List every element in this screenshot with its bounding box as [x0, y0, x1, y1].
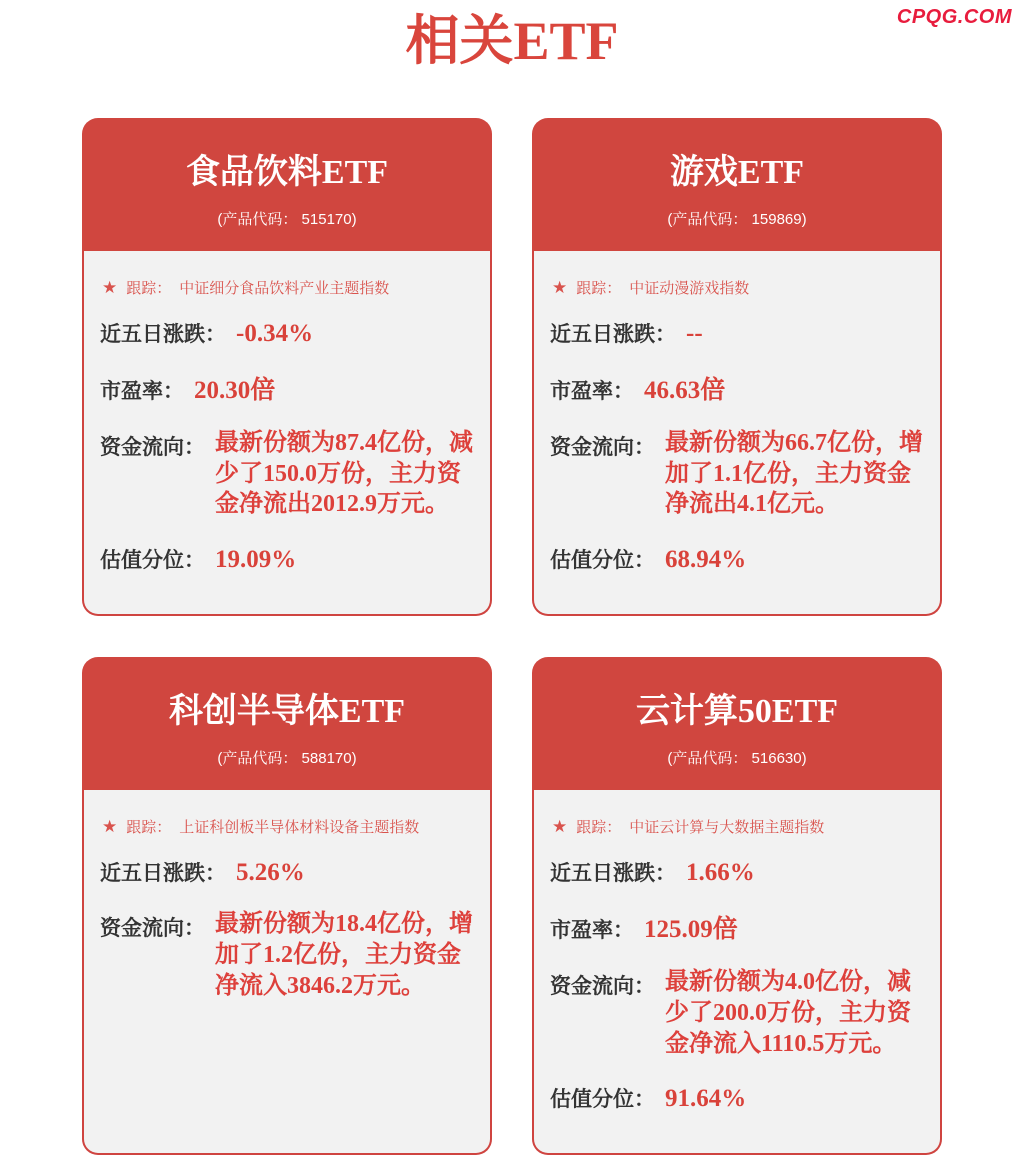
etf-flow-row: [550, 967, 924, 1059]
etf-track-label: 跟踪：: [576, 819, 622, 837]
metric-value: 5.26%: [236, 859, 305, 887]
etf-name: 云计算50ETF: [635, 693, 839, 731]
metric-value: -0.34%: [236, 320, 314, 347]
metric-value: 68.94%: [665, 546, 747, 574]
etf-card-body: [532, 790, 942, 1155]
metric-value: --: [686, 320, 703, 347]
etf-card-header: [532, 657, 942, 790]
etf-name: 科创半导体ETF: [168, 693, 406, 731]
etf-valuation-row: [550, 1083, 924, 1113]
etf-pe-row: [550, 370, 924, 406]
etf-card-grid: [82, 118, 942, 1155]
etf-card-body: [532, 251, 942, 616]
metric-label: 资金流向：: [100, 436, 205, 459]
star-icon: ★: [102, 817, 118, 837]
etf-track-index: 中证云计算与大数据主题指数: [629, 819, 825, 837]
etf-flow-row: [100, 909, 474, 1001]
etf-product-code: (产品代码： 516630): [667, 750, 807, 768]
etf-valuation-row: [100, 544, 474, 574]
metric-label: 近五日涨跌：: [100, 862, 226, 886]
etf-pe-row: [100, 370, 474, 406]
star-icon: ★: [552, 278, 568, 297]
metric-label: 市盈率：: [100, 380, 184, 403]
etf-track-label: 跟踪：: [576, 280, 622, 297]
metric-label: 近五日涨跌：: [100, 323, 226, 346]
etf-product-code: (产品代码： 588170): [217, 750, 357, 768]
metric-value: 最新份额为87.4亿份，减少了150.0万份，主力资金净流出2012.9万元。: [215, 430, 473, 518]
metric-label: 估值分位：: [100, 549, 205, 573]
etf-card: [82, 657, 492, 1155]
metric-label: 资金流向：: [100, 917, 205, 941]
etf-track-index: 中证细分食品饮料产业主题指数: [179, 280, 390, 297]
etf-track-index: 中证动漫游戏指数: [629, 280, 750, 297]
etf-card: [532, 657, 942, 1155]
etf-track-index: 上证科创板半导体材料设备主题指数: [179, 819, 420, 837]
etf-product-code: (产品代码： 159869): [667, 211, 807, 228]
metric-label: 资金流向：: [550, 975, 655, 999]
metric-value: 19.09%: [215, 546, 297, 574]
metric-label: 近五日涨跌：: [550, 862, 676, 886]
metric-value: 125.09倍: [644, 916, 738, 944]
etf-card: [532, 118, 942, 616]
etf-change-row: [550, 318, 924, 348]
metric-value: 46.63倍: [644, 377, 726, 404]
etf-track-line: [552, 277, 924, 298]
star-icon: ★: [552, 817, 568, 837]
etf-product-code: (产品代码： 515170): [217, 211, 357, 228]
etf-card: [82, 118, 492, 616]
metric-value: 最新份额为18.4亿份，增加了1.2亿份，主力资金净流入3846.2万元。: [215, 911, 473, 999]
page-title: 相关ETF: [405, 11, 619, 71]
etf-valuation-row: [550, 544, 924, 574]
metric-label: 估值分位：: [550, 549, 655, 573]
etf-track-label: 跟踪：: [126, 819, 172, 837]
etf-change-row: [100, 857, 474, 887]
metric-value: 91.64%: [665, 1085, 747, 1113]
etf-change-row: [550, 857, 924, 887]
etf-card-header: [532, 118, 942, 251]
metric-label: 资金流向：: [550, 436, 655, 459]
metric-label: 市盈率：: [550, 380, 634, 403]
metric-label: 估值分位：: [550, 1088, 655, 1112]
etf-track-line: [102, 816, 474, 837]
etf-track-label: 跟踪：: [126, 280, 172, 297]
etf-track-line: [102, 277, 474, 298]
etf-name: 食品饮料ETF: [185, 154, 389, 191]
metric-value: 1.66%: [686, 859, 755, 887]
metric-value: 20.30倍: [194, 377, 276, 404]
etf-card-body: [82, 790, 492, 1155]
metric-value: 最新份额为4.0亿份，减少了200.0万份，主力资金净流入1110.5万元。: [665, 969, 911, 1057]
etf-pe-row: [550, 909, 924, 945]
etf-track-line: [552, 816, 924, 837]
star-icon: ★: [102, 278, 118, 297]
metric-value: 最新份额为66.7亿份，增加了1.1亿份，主力资金净流出4.1亿元。: [665, 430, 923, 518]
metric-label: 市盈率：: [550, 919, 634, 943]
etf-card-body: [82, 251, 492, 616]
etf-card-header: [82, 118, 492, 251]
etf-flow-row: [550, 428, 924, 520]
etf-change-row: [100, 318, 474, 348]
etf-card-header: [82, 657, 492, 790]
etf-flow-row: [100, 428, 474, 520]
etf-name: 游戏ETF: [669, 154, 805, 191]
metric-label: 近五日涨跌：: [550, 323, 676, 346]
watermark-logo: CPQG.COM: [896, 6, 1012, 28]
